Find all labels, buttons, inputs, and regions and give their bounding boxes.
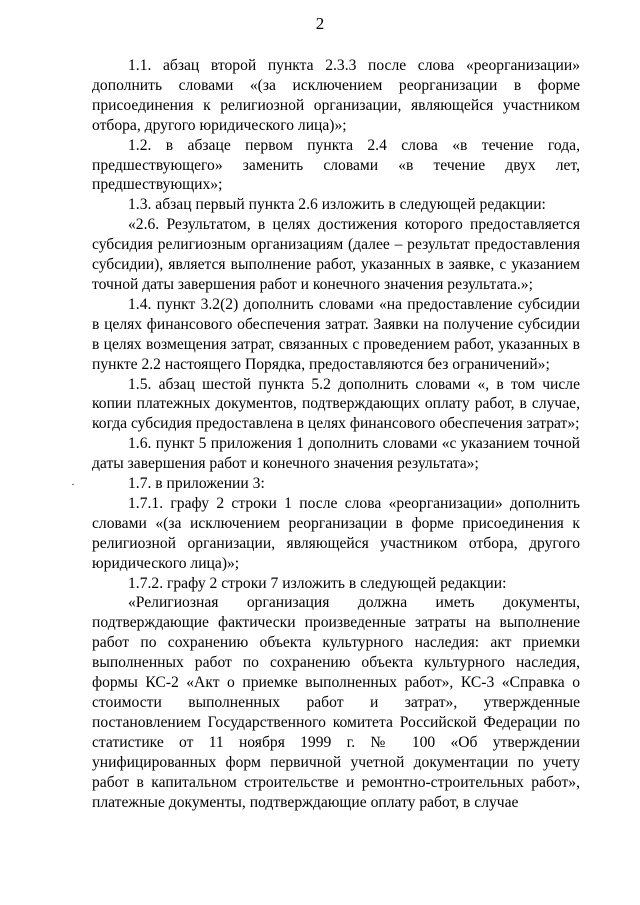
paragraph-row-7-quote: «Религиозная организация должна иметь документы, подтверждающие фактически произведенные затраты на выполнение работ по сохранению объекта культурного наследия: акт приемки выполненных работ по сохранению объекта культурного наследия, формы КС-2 «Акт о приемке выполненных работ», КС-3 «Справка о стоимости выполненных работ и затрат», утвержденные постановлением Государственного комитета Российской Федерации по статистике от 11 ноября 1999 г. № 100 «Об утверждении унифицированных форм первичной учетной документации по учету работ в капитальном строительстве и ремонтно-строительных работ», платежные документы, подтверждающие оплату работ, в случае	[92, 594, 580, 811]
paragraph-1-4: 1.4. пункт 3.2(2) дополнить словами «на предоставление субсидии в целях финансового обеспечения затрат. Заявки на получение субсидии в целях возмещения затрат, связанных с проведением работ, указанных в пункте 2.2 настоящего Порядка, предоставляются без ограничений»;	[92, 295, 580, 373]
margin-mark	[72, 484, 74, 485]
paragraph-1-7: 1.7. в приложении 3:	[128, 475, 265, 493]
paragraph-1-5: 1.5. абзац шестой пункта 5.2 дополнить словами «, в том числе копии платежных документов, подтверждающих оплату работ, в случае, когда субсидия предоставлена в целях финансового обеспечения затрат»;	[92, 375, 580, 433]
document-body	[92, 56, 580, 812]
paragraph-1-7-2: 1.7.2. графу 2 строки 7 изложить в следующей редакции:	[128, 574, 507, 592]
paragraph-1-7-1: 1.7.1. графу 2 строки 1 после слова «реорганизации» дополнить словами «(за исключением реорганизации в форме присоединения к религиозной организации, являющейся участником отбора, другого юридического лица)»;	[92, 494, 580, 572]
paragraph-1-2: 1.2. в абзаце первом пункта 2.4 слова «в течение года, предшествующего» заменить словами «в течение двух лет, предшествующих»;	[92, 136, 580, 194]
paragraph-1-6: 1.6. пункт 5 приложения 1 дополнить словами «с указанием точной даты завершения работ и конечного значения результата»;	[92, 435, 580, 473]
paragraph-1-3: 1.3. абзац первый пункта 2.6 изложить в следующей редакции:	[128, 196, 546, 214]
paragraph-1-1: 1.1. абзац второй пункта 2.3.3 после слова «реорганизации» дополнить словами «(за исключением реорганизации в форме присоединения к религиозной организации, являющейся участником отбора, другого юридического лица)»;	[92, 57, 580, 134]
page-number: 2	[315, 14, 325, 33]
paragraph-2-6-quote: «2.6. Результатом, в целях достижения которого предоставляется субсидия религиозным организациям (далее – результат предоставления субсидии), является выполнение работ, указанных в заявке, с указанием точной даты завершения работ и конечного значения результата.»;	[92, 216, 580, 293]
